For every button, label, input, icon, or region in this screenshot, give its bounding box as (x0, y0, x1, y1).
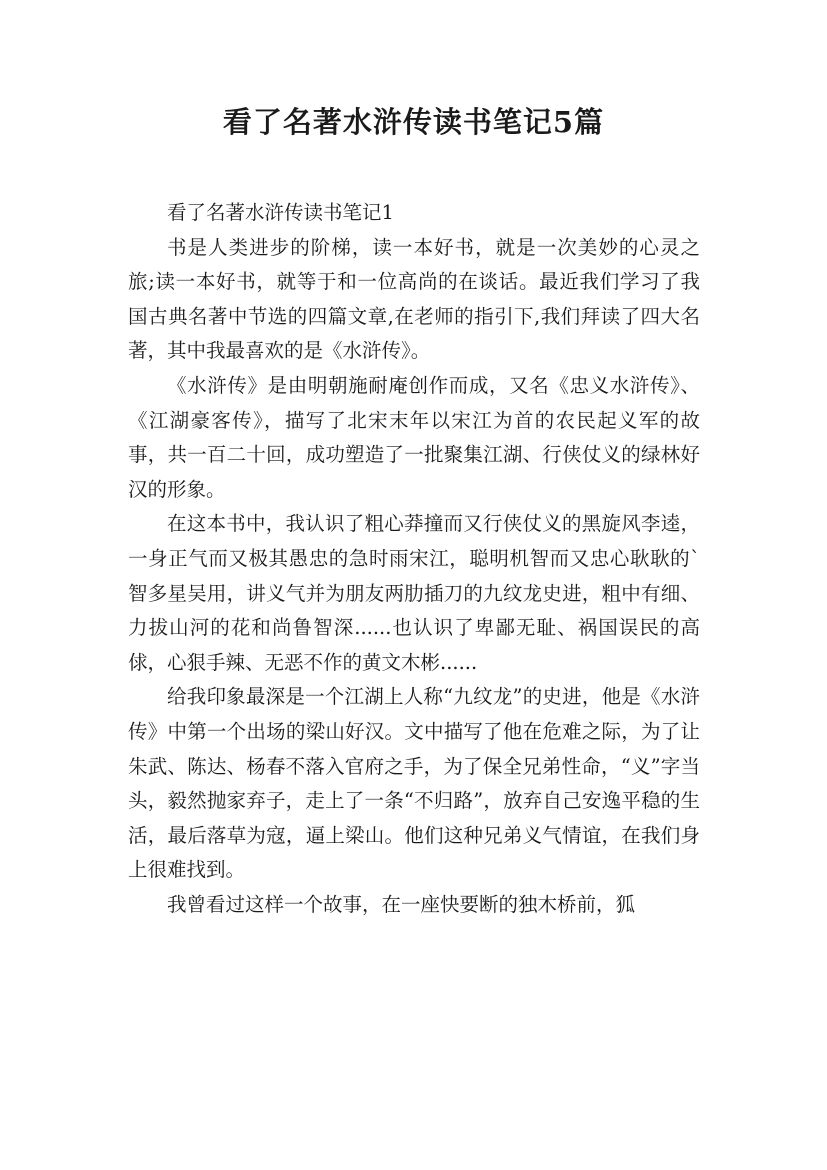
section-heading: 看了名著水浒传读书笔记1 (167, 201, 394, 224)
paragraph-1: 书是人类进步的阶梯，读一本好书，就是一次美妙的心灵之旅;读一本好书，就等于和一位高尚的在谈话。最近我们学习了我国古典名著中节选的四篇文章,在老师的指引下,我们拜读了四大名著，其中我最喜欢的是《水浒传》。 (128, 235, 700, 363)
paragraph-5: 我曾看过这样一个故事，在一座快要断的独木桥前，狐 (167, 892, 636, 916)
paragraph-3: 在这本书中，我认识了粗心莽撞而又行侠仗义的黑旋风李逵，一身正气而又极其愚忠的急时雨宋江，聪明机智而又忠心耿耿的`智多星吴用，讲义气并为朋友两肋插刀的九纹龙史进，粗中有细、力拔山河的花和尚鲁智深......也认识了卑鄙无耻、祸国误民的高俅，心狠手辣、无恶不作的黄文木彬...... (128, 512, 700, 674)
document-body (128, 196, 700, 922)
paragraph-2: 《水浒传》是由明朝施耐庵创作而成，又名《忠义水浒传》、《江湖豪客传》，描写了北宋末年以宋江为首的农民起义军的故事，共一百二十回，成功塑造了一批聚集江湖、行侠仗义的绿林好汉的形象。 (128, 373, 700, 501)
document-title: 看了名著水浒传读书笔记5篇 (222, 105, 605, 139)
paragraph-4: 给我印象最深是一个江湖上人称“九纹龙”的史进，他是《水浒传》中第一个出场的梁山好汉。文中描写了他在危难之际，为了让朱武、陈达、杨春不落入官府之手，为了保全兄弟性命，“义”字当头，毅然抛家弃子，走上了一条“不归路”，放弃自己安逸平稳的生活，最后落草为寇，逼上梁山。他们这种兄弟义气情谊，在我们身上很难找到。 (128, 685, 700, 882)
